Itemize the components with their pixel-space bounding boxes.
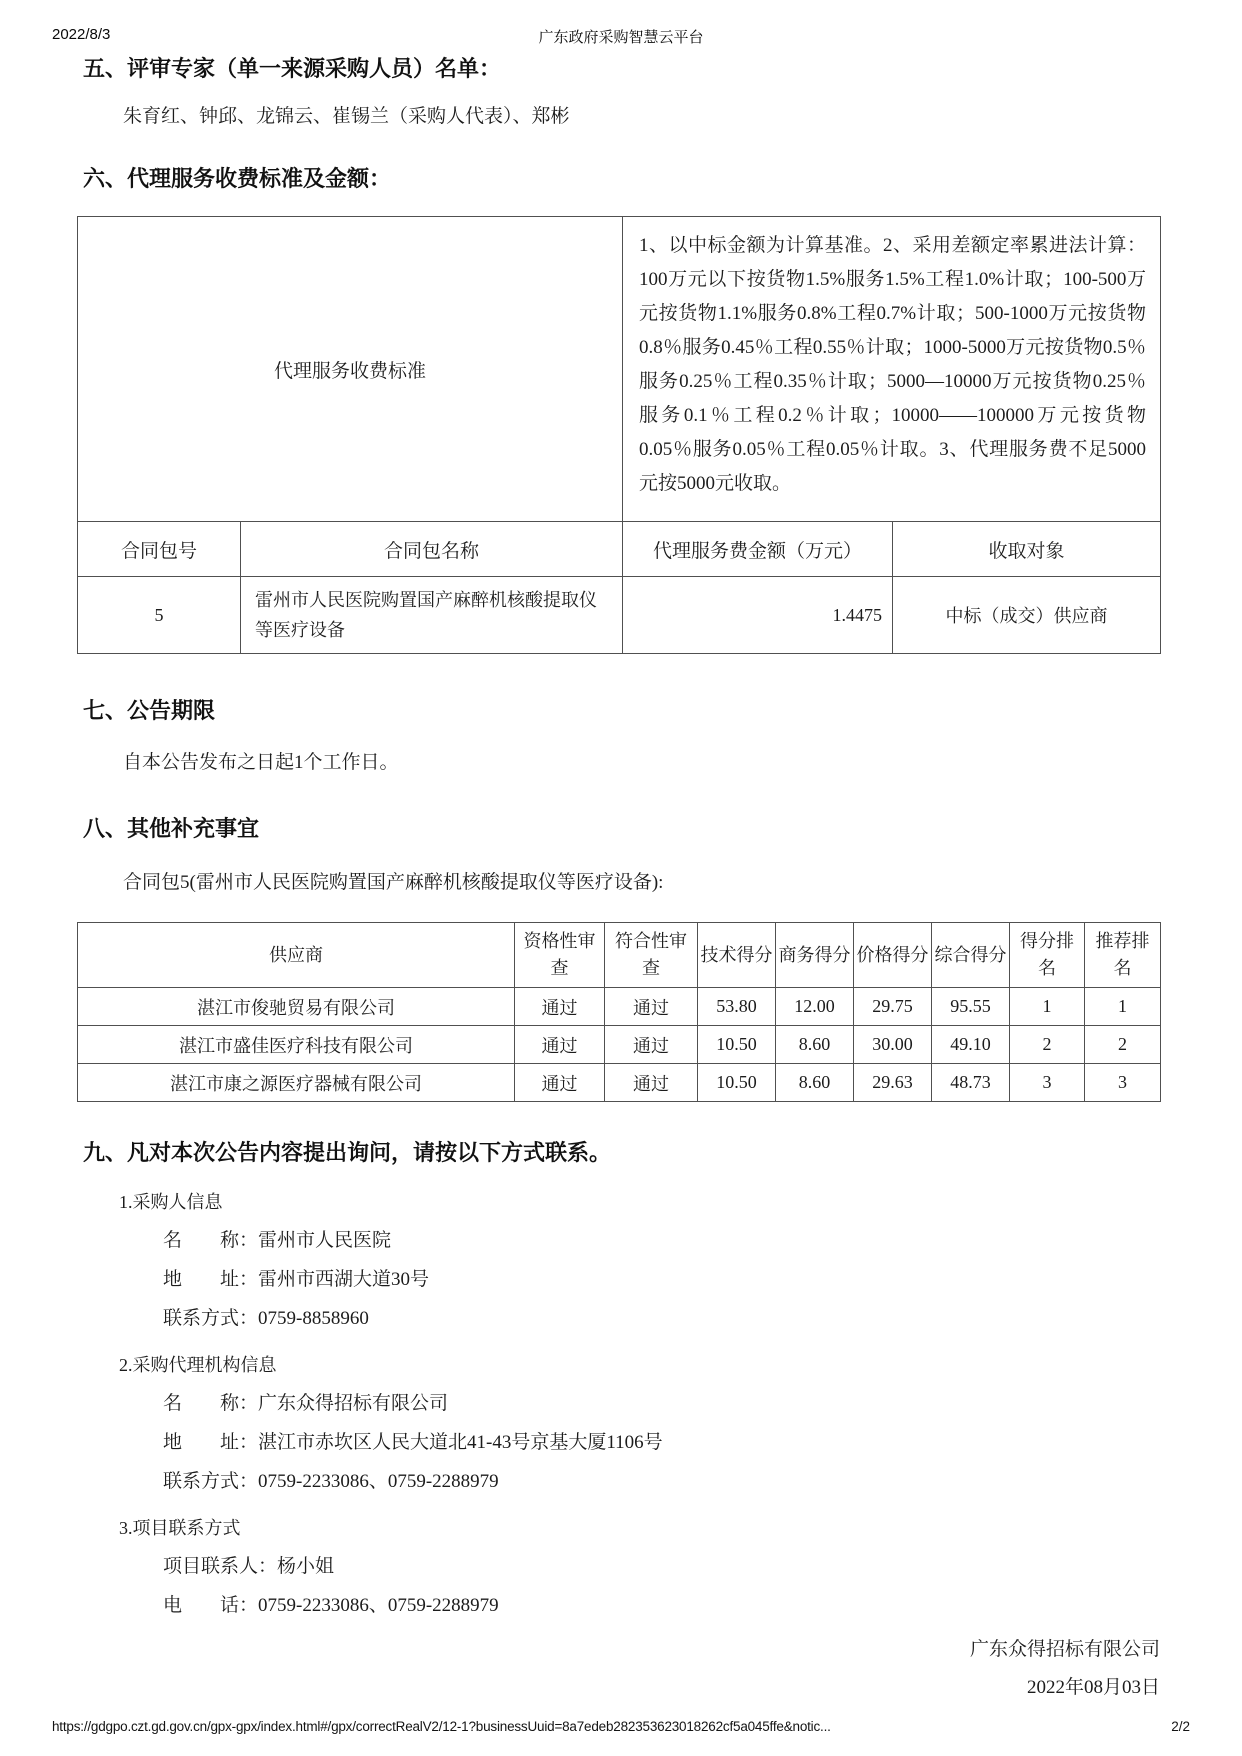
score-header-technical: 技术得分: [698, 923, 776, 988]
fee-table-header-package-no: 合同包号: [78, 522, 241, 577]
fee-table-header-package-name: 合同包名称: [241, 522, 623, 577]
qualification-result: 通过: [515, 988, 605, 1026]
fee-table-header-amount: 代理服务费金额（万元）: [623, 522, 893, 577]
purchaser-address-line: 地 址：雷州市西湖大道30号: [163, 1269, 430, 1290]
section-9-heading: 九、凡对本次公告内容提出询问，请按以下方式联系。: [83, 1140, 612, 1165]
supplier-name: 湛江市盛佳医疗科技有限公司: [78, 1026, 515, 1064]
conformity-result: 通过: [605, 1026, 698, 1064]
section-8-heading: 八、其他补充事宜: [83, 816, 260, 841]
score-header-business: 商务得分: [776, 923, 854, 988]
score-table-row: [78, 1026, 1161, 1064]
price-score: 29.63: [854, 1064, 932, 1102]
fee-amount: 1.4475: [623, 577, 893, 654]
supplier-name: 湛江市俊驰贸易有限公司: [78, 988, 515, 1026]
conformity-result: 通过: [605, 1064, 698, 1102]
footer-url: https://gdgpo.czt.gd.gov.cn/gpx-gpx/index.html#/gpx/correctRealV2/12-1?businessUuid=8a7edeb282353623018262cf5a045ffe&notic...: [52, 1719, 831, 1734]
section-5-heading: 五、评审专家（单一来源采购人员）名单：: [83, 56, 502, 81]
package-name: 雷州市人民医院购置国产麻醉机核酸提取仪等医疗设备: [241, 577, 623, 654]
agency-name-line: 名 称：广东众得招标有限公司: [163, 1393, 449, 1414]
score-table-row: [78, 988, 1161, 1026]
fee-table: [77, 216, 1161, 654]
business-score: 8.60: [776, 1026, 854, 1064]
section-6-heading: 六、代理服务收费标准及金额：: [83, 166, 392, 191]
package-intro: 合同包5(雷州市人民医院购置国产麻醉机核酸提取仪等医疗设备):: [123, 872, 664, 893]
technical-score: 10.50: [698, 1026, 776, 1064]
purchaser-contact-line: 联系方式：0759-8858960: [163, 1308, 369, 1329]
score-table-row: [78, 1064, 1161, 1102]
fee-standard-label: 代理服务收费标准: [78, 217, 623, 522]
score-header-qualification: 资格性审查: [515, 923, 605, 988]
conformity-result: 通过: [605, 988, 698, 1026]
score-header-price: 价格得分: [854, 923, 932, 988]
score-header-score-rank: 得分排名: [1010, 923, 1085, 988]
project-phone-line: 电 话：0759-2233086、0759-2288979: [163, 1595, 499, 1616]
score-table: [77, 922, 1161, 1102]
technical-score: 53.80: [698, 988, 776, 1026]
signature-block: [77, 1638, 1160, 1700]
expert-names: 朱育红、钟邱、龙锦云、崔锡兰（采购人代表）、郑彬: [123, 106, 570, 127]
score-header-conformity: 符合性审查: [605, 923, 698, 988]
score-rank: 1: [1010, 988, 1085, 1026]
document-body: [77, 54, 1160, 1700]
purchaser-info-title: 1.采购人信息: [119, 1192, 223, 1212]
total-score: 95.55: [932, 988, 1010, 1026]
score-rank: 2: [1010, 1026, 1085, 1064]
purchaser-name-line: 名 称：雷州市人民医院: [163, 1230, 392, 1251]
notice-period-text: 自本公告发布之日起1个工作日。: [123, 752, 399, 773]
agency-info-title: 2.采购代理机构信息: [119, 1355, 277, 1375]
header-date: 2022/8/3: [52, 26, 111, 43]
price-score: 29.75: [854, 988, 932, 1026]
footer-page-number: 2/2: [1171, 1719, 1190, 1734]
score-table-header-row: [78, 923, 1161, 988]
agency-address-line: 地 址：湛江市赤坎区人民大道北41-43号京基大厦1106号: [163, 1432, 663, 1453]
recommend-rank: 1: [1085, 988, 1161, 1026]
print-footer: [52, 1719, 1190, 1734]
total-score: 49.10: [932, 1026, 1010, 1064]
supplier-name: 湛江市康之源医疗器械有限公司: [78, 1064, 515, 1102]
score-header-total: 综合得分: [932, 923, 1010, 988]
total-score: 48.73: [932, 1064, 1010, 1102]
fee-table-header-payer: 收取对象: [893, 522, 1161, 577]
technical-score: 10.50: [698, 1064, 776, 1102]
project-contact-title: 3.项目联系方式: [119, 1518, 241, 1538]
print-header: [52, 26, 1190, 48]
fee-standard-text: 1、以中标金额为计算基准。2、采用差额定率累进法计算：100万元以下按货物1.5%服务1.5%工程1.0%计取；100-500万元按货物1.1%服务0.8%工程0.7%计取；500-1000万元按货物0.8％服务0.45％工程0.55％计取；1000-5000万元按货物0.5％服务0.25％工程0.35％计取；5000—10000万元按货物0.25％服务0.1％工程0.2％计取；10000——100000万元按货物0.05％服务0.05％工程0.05％计取。3、代理服务费不足5000元按5000元收取。: [623, 217, 1161, 522]
signature-company: 广东众得招标有限公司: [969, 1639, 1160, 1660]
package-number: 5: [78, 577, 241, 654]
qualification-result: 通过: [515, 1026, 605, 1064]
fee-payer: 中标（成交）供应商: [893, 577, 1161, 654]
signature-date: 2022年08月03日: [1026, 1677, 1160, 1698]
business-score: 8.60: [776, 1064, 854, 1102]
score-header-recommend-rank: 推荐排名: [1085, 923, 1161, 988]
section-7-heading: 七、公告期限: [83, 698, 216, 723]
fee-table-row: [78, 577, 1161, 654]
platform-title: 广东政府采购智慧云平台: [538, 29, 704, 46]
qualification-result: 通过: [515, 1064, 605, 1102]
project-contact-person-line: 项目联系人：杨小姐: [163, 1556, 335, 1577]
price-score: 30.00: [854, 1026, 932, 1064]
business-score: 12.00: [776, 988, 854, 1026]
agency-contact-line: 联系方式：0759-2233086、0759-2288979: [163, 1471, 499, 1492]
recommend-rank: 3: [1085, 1064, 1161, 1102]
recommend-rank: 2: [1085, 1026, 1161, 1064]
score-rank: 3: [1010, 1064, 1085, 1102]
score-header-supplier: 供应商: [78, 923, 515, 988]
